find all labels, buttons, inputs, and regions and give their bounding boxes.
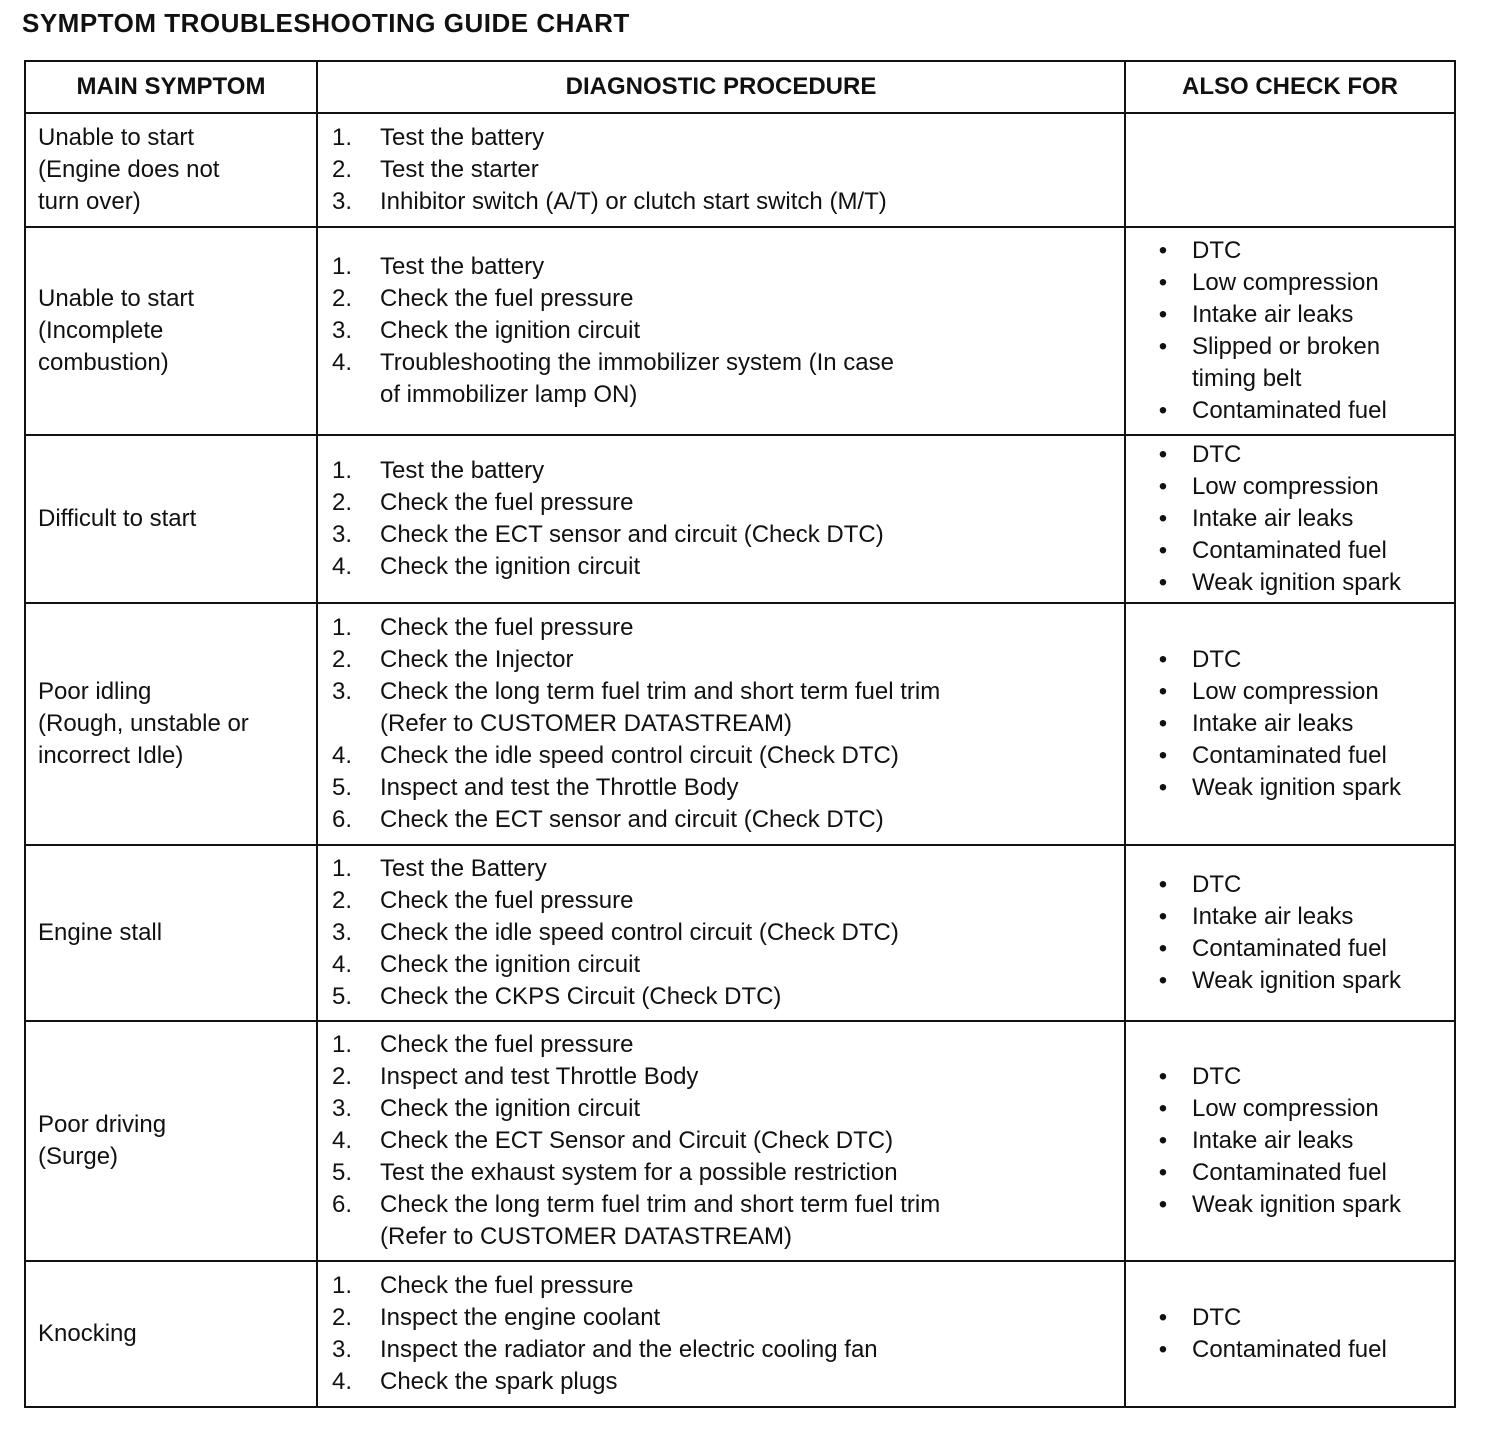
symptom-text: Unable to start (Incomplete combustion) xyxy=(38,285,195,376)
bullet-icon: • xyxy=(1158,1191,1168,1218)
procedure-step xyxy=(324,283,1116,315)
also-check-cell xyxy=(1125,113,1455,227)
also-check-text: Low compression xyxy=(1192,1095,1379,1122)
procedure-step xyxy=(324,1189,1116,1253)
also-check-cell xyxy=(1125,435,1455,603)
bullet-icon: • xyxy=(1158,505,1168,532)
symptom-text: Engine stall xyxy=(38,919,163,946)
procedure-step xyxy=(324,347,1116,411)
bullet-icon: • xyxy=(1158,646,1168,673)
step-number: 3. xyxy=(332,1095,353,1122)
also-check-item xyxy=(1152,1302,1448,1334)
step-text: Inspect the engine coolant xyxy=(380,1304,661,1331)
also-check-text: Contaminated fuel xyxy=(1192,1336,1387,1363)
step-text: Check the ignition circuit xyxy=(380,317,641,344)
procedure-step xyxy=(324,885,1116,917)
bullet-icon: • xyxy=(1158,742,1168,769)
symptom-text: Knocking xyxy=(38,1320,137,1347)
procedure-step xyxy=(324,644,1116,676)
step-number: 3. xyxy=(332,919,353,946)
step-text: Check the ECT sensor and circuit (Check DTC) xyxy=(380,521,884,548)
also-check-text: Intake air leaks xyxy=(1192,505,1354,532)
bullet-icon: • xyxy=(1158,774,1168,801)
step-number: 3. xyxy=(332,521,353,548)
procedure-step xyxy=(324,1125,1116,1157)
step-text: Check the ECT sensor and circuit (Check DTC) xyxy=(380,806,884,833)
header-diagnostic-procedure: DIAGNOSTIC PROCEDURE xyxy=(317,61,1125,113)
step-text: Test the battery xyxy=(380,124,545,151)
procedure-step xyxy=(324,1302,1116,1334)
page-title: SYMPTOM TROUBLESHOOTING GUIDE CHART xyxy=(22,8,630,38)
step-number: 2. xyxy=(332,1304,353,1331)
step-number: 6. xyxy=(332,1191,353,1218)
step-number: 2. xyxy=(332,285,353,312)
also-check-text: DTC xyxy=(1192,871,1242,898)
step-number: 1. xyxy=(332,1272,353,1299)
procedure-step xyxy=(324,981,1116,1013)
also-check-cell xyxy=(1125,1021,1455,1261)
also-check-list xyxy=(1126,439,1454,599)
procedure-step xyxy=(324,551,1116,583)
procedure-step xyxy=(324,917,1116,949)
step-number: 1. xyxy=(332,855,353,882)
also-check-list xyxy=(1126,869,1454,997)
bullet-icon: • xyxy=(1158,710,1168,737)
also-check-item xyxy=(1152,503,1448,535)
procedure-step xyxy=(324,740,1116,772)
procedure-cell xyxy=(317,113,1125,227)
step-text: Check the fuel pressure xyxy=(380,489,634,516)
step-text: Test the battery xyxy=(380,457,545,484)
procedure-cell xyxy=(317,1261,1125,1407)
also-check-text: Low compression xyxy=(1192,269,1379,296)
also-check-item xyxy=(1152,676,1448,708)
also-check-item xyxy=(1152,901,1448,933)
step-text: Inhibitor switch (A/T) or clutch start switch (M/T) xyxy=(380,188,887,215)
step-number: 1. xyxy=(332,457,353,484)
step-number: 4. xyxy=(332,951,353,978)
step-text: Test the starter xyxy=(380,156,539,183)
also-check-text: DTC xyxy=(1192,441,1242,468)
procedure-step xyxy=(324,853,1116,885)
procedure-step xyxy=(324,772,1116,804)
also-check-item xyxy=(1152,1093,1448,1125)
also-check-item xyxy=(1152,740,1448,772)
bullet-icon: • xyxy=(1158,1127,1168,1154)
symptom-cell xyxy=(25,113,317,227)
step-number: 2. xyxy=(332,887,353,914)
step-number: 4. xyxy=(332,1368,353,1395)
header-also-check-for: ALSO CHECK FOR xyxy=(1125,61,1455,113)
step-number: 5. xyxy=(332,774,353,801)
also-check-item xyxy=(1152,708,1448,740)
bullet-icon: • xyxy=(1158,1304,1168,1331)
step-number: 3. xyxy=(332,317,353,344)
procedure-cell xyxy=(317,1021,1125,1261)
step-number: 4. xyxy=(332,1127,353,1154)
step-number: 6. xyxy=(332,806,353,833)
also-check-text: DTC xyxy=(1192,1304,1242,1331)
procedure-list xyxy=(318,853,1124,1013)
step-number: 2. xyxy=(332,489,353,516)
bullet-icon: • xyxy=(1158,1095,1168,1122)
step-text: Check the fuel pressure xyxy=(380,1272,634,1299)
also-check-item xyxy=(1152,1157,1448,1189)
bullet-icon: • xyxy=(1158,537,1168,564)
symptom-cell xyxy=(25,435,317,603)
symptom-cell xyxy=(25,845,317,1021)
procedure-step xyxy=(324,612,1116,644)
step-text: Test the battery xyxy=(380,253,545,280)
step-text: Check the ignition circuit xyxy=(380,1095,641,1122)
also-check-text: DTC xyxy=(1192,1063,1242,1090)
also-check-item xyxy=(1152,1125,1448,1157)
procedure-list xyxy=(318,1270,1124,1398)
step-text: Test the exhaust system for a possible restriction xyxy=(380,1159,898,1186)
procedure-cell xyxy=(317,603,1125,845)
also-check-text: Contaminated fuel xyxy=(1192,537,1387,564)
symptom-cell xyxy=(25,1021,317,1261)
also-check-text: Weak ignition spark xyxy=(1192,774,1401,801)
header-main-symptom: MAIN SYMPTOM xyxy=(25,61,317,113)
also-check-text: Intake air leaks xyxy=(1192,710,1354,737)
also-check-item xyxy=(1152,644,1448,676)
step-text: Check the idle speed control circuit (Check DTC) xyxy=(380,742,899,769)
also-check-item xyxy=(1152,535,1448,567)
step-number: 1. xyxy=(332,124,353,151)
bullet-icon: • xyxy=(1158,871,1168,898)
table-row xyxy=(25,435,1455,603)
procedure-step xyxy=(324,1366,1116,1398)
step-number: 2. xyxy=(332,156,353,183)
procedure-list xyxy=(318,612,1124,836)
also-check-item xyxy=(1152,395,1448,427)
also-check-text: Slipped or broken timing belt xyxy=(1192,333,1381,392)
also-check-item xyxy=(1152,965,1448,997)
symptom-cell xyxy=(25,227,317,435)
step-text: Check the long term fuel trim and short term fuel trim (Refer to CUSTOMER DATASTREAM) xyxy=(380,678,941,737)
step-number: 3. xyxy=(332,188,353,215)
step-text: Test the Battery xyxy=(380,855,547,882)
also-check-text: DTC xyxy=(1192,646,1242,673)
procedure-step xyxy=(324,122,1116,154)
step-text: Check the fuel pressure xyxy=(380,887,634,914)
procedure-cell xyxy=(317,227,1125,435)
also-check-item xyxy=(1152,235,1448,267)
table-row xyxy=(25,227,1455,435)
procedure-step xyxy=(324,519,1116,551)
symptom-cell xyxy=(25,1261,317,1407)
also-check-item xyxy=(1152,1189,1448,1221)
bullet-icon: • xyxy=(1158,441,1168,468)
step-number: 4. xyxy=(332,553,353,580)
procedure-list xyxy=(318,455,1124,583)
step-text: Check the fuel pressure xyxy=(380,614,634,641)
step-text: Inspect and test Throttle Body xyxy=(380,1063,699,1090)
step-text: Check the ignition circuit xyxy=(380,553,641,580)
step-text: Check the ECT Sensor and Circuit (Check DTC) xyxy=(380,1127,894,1154)
also-check-text: Weak ignition spark xyxy=(1192,569,1401,596)
procedure-step xyxy=(324,1093,1116,1125)
procedure-step xyxy=(324,487,1116,519)
procedure-step xyxy=(324,154,1116,186)
bullet-icon: • xyxy=(1158,678,1168,705)
procedure-list xyxy=(318,251,1124,411)
procedure-step xyxy=(324,315,1116,347)
also-check-cell xyxy=(1125,603,1455,845)
bullet-icon: • xyxy=(1158,1336,1168,1363)
also-check-text: Weak ignition spark xyxy=(1192,1191,1401,1218)
step-number: 3. xyxy=(332,678,353,705)
also-check-item xyxy=(1152,1061,1448,1093)
procedure-list xyxy=(318,122,1124,218)
symptom-text: Difficult to start xyxy=(38,505,197,532)
procedure-step xyxy=(324,1029,1116,1061)
header-row xyxy=(25,61,1455,113)
also-check-text: Low compression xyxy=(1192,678,1379,705)
also-check-item xyxy=(1152,331,1448,395)
also-check-cell xyxy=(1125,227,1455,435)
also-check-item xyxy=(1152,869,1448,901)
also-check-list xyxy=(1126,1302,1454,1366)
table-row xyxy=(25,603,1455,845)
step-text: Check the ignition circuit xyxy=(380,951,641,978)
procedure-step xyxy=(324,804,1116,836)
bullet-icon: • xyxy=(1158,333,1168,360)
procedure-step xyxy=(324,1270,1116,1302)
bullet-icon: • xyxy=(1158,301,1168,328)
bullet-icon: • xyxy=(1158,473,1168,500)
also-check-list xyxy=(1126,644,1454,804)
procedure-step xyxy=(324,949,1116,981)
troubleshooting-table xyxy=(24,60,1456,1408)
symptom-cell xyxy=(25,603,317,845)
procedure-step xyxy=(324,455,1116,487)
bullet-icon: • xyxy=(1158,269,1168,296)
also-check-cell xyxy=(1125,1261,1455,1407)
step-number: 1. xyxy=(332,614,353,641)
also-check-text: Intake air leaks xyxy=(1192,903,1354,930)
also-check-text: Low compression xyxy=(1192,473,1379,500)
symptom-text: Unable to start (Engine does not turn over) xyxy=(38,124,220,215)
symptom-text: Poor idling (Rough, unstable or incorrect Idle) xyxy=(38,678,249,769)
also-check-list xyxy=(1126,1061,1454,1221)
also-check-item xyxy=(1152,299,1448,331)
table-row xyxy=(25,845,1455,1021)
step-number: 1. xyxy=(332,1031,353,1058)
step-text: Inspect the radiator and the electric cooling fan xyxy=(380,1336,878,1363)
bullet-icon: • xyxy=(1158,397,1168,424)
also-check-text: Contaminated fuel xyxy=(1192,1159,1387,1186)
also-check-item xyxy=(1152,567,1448,599)
also-check-text: Intake air leaks xyxy=(1192,301,1354,328)
also-check-text: Weak ignition spark xyxy=(1192,967,1401,994)
step-text: Inspect and test the Throttle Body xyxy=(380,774,739,801)
step-text: Check the idle speed control circuit (Check DTC) xyxy=(380,919,899,946)
also-check-text: Contaminated fuel xyxy=(1192,397,1387,424)
step-number: 4. xyxy=(332,742,353,769)
also-check-text: DTC xyxy=(1192,237,1242,264)
also-check-cell xyxy=(1125,845,1455,1021)
also-check-text: Intake air leaks xyxy=(1192,1127,1354,1154)
procedure-step xyxy=(324,1157,1116,1189)
also-check-item xyxy=(1152,439,1448,471)
bullet-icon: • xyxy=(1158,1063,1168,1090)
step-text: Check the Injector xyxy=(380,646,574,673)
step-text: Check the CKPS Circuit (Check DTC) xyxy=(380,983,782,1010)
bullet-icon: • xyxy=(1158,903,1168,930)
symptom-text: Poor driving (Surge) xyxy=(38,1111,167,1170)
step-number: 2. xyxy=(332,1063,353,1090)
step-text: Check the fuel pressure xyxy=(380,285,634,312)
step-text: Check the spark plugs xyxy=(380,1368,618,1395)
also-check-item xyxy=(1152,933,1448,965)
procedure-step xyxy=(324,1334,1116,1366)
step-number: 2. xyxy=(332,646,353,673)
step-text: Check the long term fuel trim and short term fuel trim (Refer to CUSTOMER DATASTREAM) xyxy=(380,1191,941,1250)
procedure-step xyxy=(324,1061,1116,1093)
procedure-step xyxy=(324,186,1116,218)
table-row xyxy=(25,113,1455,227)
also-check-text: Contaminated fuel xyxy=(1192,742,1387,769)
table-row xyxy=(25,1261,1455,1407)
also-check-item xyxy=(1152,471,1448,503)
step-text: Check the fuel pressure xyxy=(380,1031,634,1058)
bullet-icon: • xyxy=(1158,967,1168,994)
bullet-icon: • xyxy=(1158,935,1168,962)
table-body xyxy=(25,113,1455,1407)
also-check-text: Contaminated fuel xyxy=(1192,935,1387,962)
procedure-step xyxy=(324,676,1116,740)
procedure-cell xyxy=(317,435,1125,603)
step-number: 4. xyxy=(332,349,353,376)
bullet-icon: • xyxy=(1158,1159,1168,1186)
step-number: 5. xyxy=(332,983,353,1010)
procedure-list xyxy=(318,1029,1124,1253)
procedure-step xyxy=(324,251,1116,283)
procedure-cell xyxy=(317,845,1125,1021)
table-row xyxy=(25,1021,1455,1261)
bullet-icon: • xyxy=(1158,237,1168,264)
also-check-item xyxy=(1152,772,1448,804)
step-text: Troubleshooting the immobilizer system (In case of immobilizer lamp ON) xyxy=(380,349,894,408)
also-check-item xyxy=(1152,1334,1448,1366)
bullet-icon: • xyxy=(1158,569,1168,596)
also-check-list xyxy=(1126,235,1454,427)
step-number: 5. xyxy=(332,1159,353,1186)
step-number: 1. xyxy=(332,253,353,280)
step-number: 3. xyxy=(332,1336,353,1363)
also-check-item xyxy=(1152,267,1448,299)
